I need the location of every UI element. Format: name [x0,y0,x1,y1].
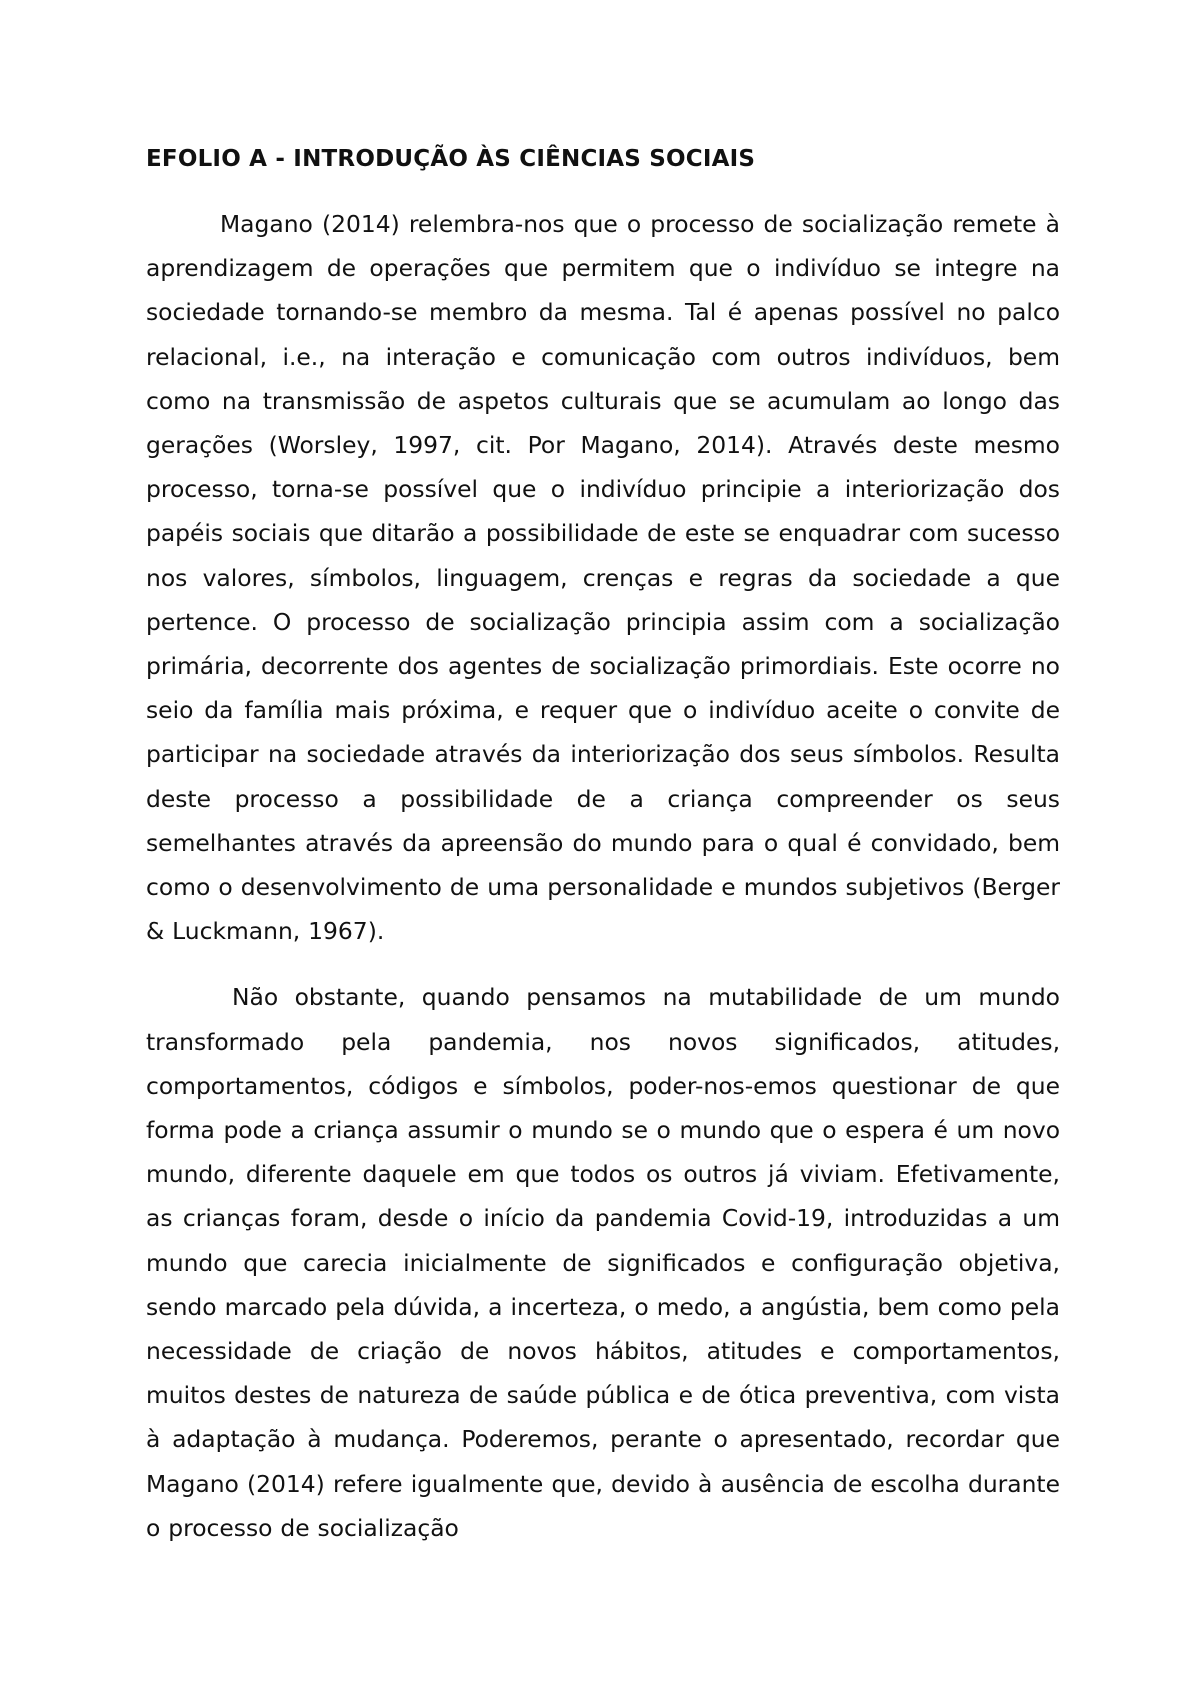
document-title: EFOLIO A - INTRODUÇÃO ÀS CIÊNCIAS SOCIAIS [146,146,756,172]
paragraph-pandemic: Não obstante, quando pensamos na mutabilidade de um mundo transformado pela pandemia, nos novos significados, atitudes, comportamentos, códigos e símbolos, poder-nos-emos questionar de que forma pode a criança assumir o mundo se o mundo que o espera é um novo mundo, diferente daquele em que todos os outros já viviam. Efetivamente, as crianças foram, desde o início da pandemia Covid-19, introduzidas a um mundo que carecia inicialmente de significados e configuração objetiva, sendo marcado pela dúvida, a incerteza, o medo, a angústia, bem como pela necessidade de criação de novos hábitos, atitudes e comportamentos, muitos destes de natureza de saúde pública e de ótica preventiva, com vista à adaptação à mudança. Poderemos, perante o apresentado, recordar que Magano (2014) refere igualmente que, devido à ausência de escolha durante o processo de socialização [146,983,1060,1542]
document-body [146,142,1060,1550]
paragraph-socialization: Magano (2014) relembra-nos que o processo de socialização remete à aprendizagem de operações que permitem que o indivíduo se integre na sociedade tornando-se membro da mesma. Tal é apenas possível no palco relacional, i.e., na interação e comunicação com outros indivíduos, bem como na transmissão de aspetos culturais que se acumulam ao longo das gerações (Worsley, 1997, cit. Por Magano, 2014). Através deste mesmo processo, torna-se possível que o indivíduo principie a interiorização dos papéis sociais que ditarão a possibilidade de este se enquadrar com sucesso nos valores, símbolos, linguagem, crenças e regras da sociedade a que pertence. O processo de socialização principia assim com a socialização primária, decorrente dos agentes de socialização primordiais. Este ocorre no seio da família mais próxima, e requer que o indivíduo aceite o convite de participar na sociedade através da interiorização dos seus símbolos. Resulta deste processo a possibilidade de a criança compreender os seus semelhantes através da apreensão do mundo para o qual é convidado, bem como o desenvolvimento de uma personalidade e mundos subjetivos (Berger & Luckmann, 1967). [146,210,1060,946]
